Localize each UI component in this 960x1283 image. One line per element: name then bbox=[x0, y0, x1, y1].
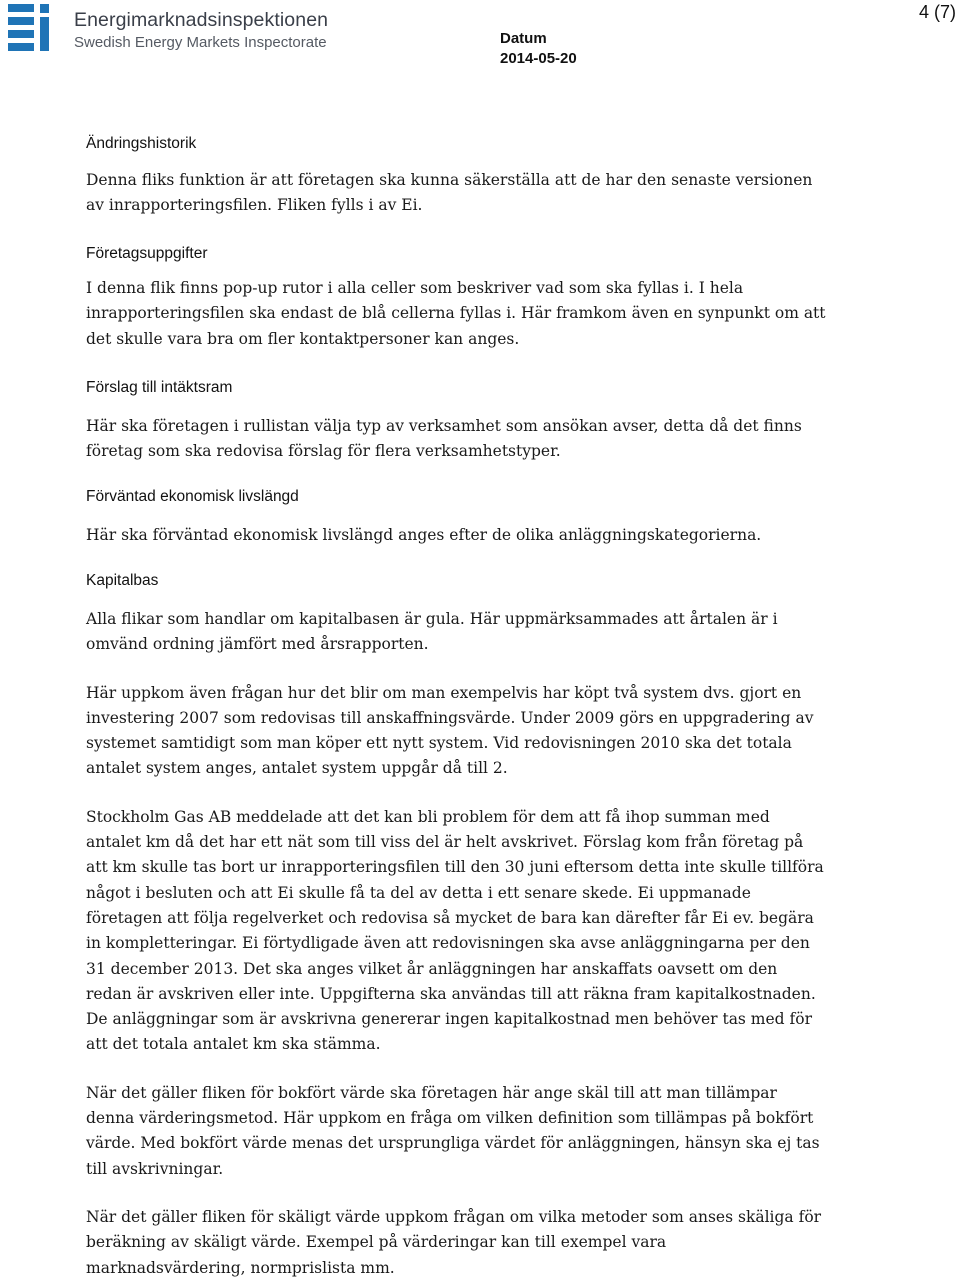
page-number: 4 (7) bbox=[918, 2, 956, 22]
section-paragraph: Denna fliks funktion är att företagen ska kunna säkerställa att de har den senaste versionen av inrapporteringsfilen. Fliken fylls i av Ei. bbox=[86, 171, 813, 215]
date-value: 2014-05-20 bbox=[500, 50, 577, 67]
section-paragraph: Stockholm Gas AB meddelade att det kan bli problem för dem att få ihop summan med antalet km då det har ett nät som till viss del är helt avskrivet. Förslag kom från företag på att km skulle tas bort ur inrapporteringsfilen till den 30 juni eftersom detta inte skulle tillföra något i besluten och att Ei skulle få ta del av detta i ett senare skede. Ei uppmanade företagen att följa regelverket och redovisa så mycket de bara kan därefter får Ei ev. begära in kompletteringar. Ei förtydligade även att redovisningen ska avse anläggningarna per den 31 december 2013. Det ska anges vilket år anläggningen har anskaffats oavsett om den redan är avskriven eller inte. Uppgifterna ska användas till att räkna fram kapitalkostnaden. De anläggningar som är avskrivna genererar ingen kapitalkostnad men behöver tas med för att det totala antalet km ska stämma. bbox=[86, 807, 824, 1054]
date-label: Datum bbox=[500, 30, 547, 47]
logo bbox=[6, 2, 336, 54]
section-foretagsuppgifter bbox=[86, 240, 826, 352]
section-paragraph: När det gäller fliken för bokfört värde ska företagen här ange skäl till att man tillämpar denna värderingsmetod. Här uppkom en fråga om vilken definition som tillämpas på bokfört värde. Med bokfört värde menas det ursprungliga värdet för anläggningen, hänsyn ska ej tas till avskrivningar. bbox=[86, 1083, 820, 1178]
section-forslag-intaktsram bbox=[86, 374, 826, 465]
section-forvantad-livslangd bbox=[86, 483, 826, 548]
section-paragraph: Alla flikar som handlar om kapitalbasen är gula. Här uppmärksammades att årtalen är i omvänd ordning jämfört med årsrapporten. bbox=[86, 610, 778, 654]
logo-name: Energimarknadsinspektionen bbox=[74, 9, 329, 31]
section-paragraph: Här ska företagen i rullistan välja typ av verksamhet som ansökan avser, detta då det finns företag som ska redovisa förslag för flera verksamhetstyper. bbox=[86, 417, 802, 461]
section-heading: Ändringshistorik bbox=[86, 135, 197, 152]
section-heading: Förväntad ekonomisk livslängd bbox=[86, 488, 299, 505]
section-kapitalbas bbox=[86, 567, 826, 1281]
section-andringshistorik bbox=[86, 130, 826, 219]
section-paragraph: Här uppkom även frågan hur det blir om man exempelvis har köpt två system dvs. gjort en investering 2007 som redovisas till anskaffningsvärde. Under 2009 görs en uppgradering av systemet samtidigt som man köper ett nytt system. Vid redovisningen 2010 ska det totala antalet system anges, antalet system uppgår då till 2. bbox=[86, 683, 814, 778]
section-paragraph: I denna flik finns pop-up rutor i alla celler som beskriver vad som ska fyllas i. I hela inrapporteringsfilen ska endast de blå cellerna fyllas i. Här framkom även en synpunkt om att det skulle vara bra om fler kontaktpersoner kan anges. bbox=[86, 279, 826, 348]
section-paragraph: Här ska förväntad ekonomisk livslängd anges efter de olika anläggningskategorierna. bbox=[86, 526, 762, 544]
section-heading: Förslag till intäktsram bbox=[86, 379, 233, 396]
section-heading: Kapitalbas bbox=[86, 572, 159, 589]
logo-subtitle: Swedish Energy Markets Inspectorate bbox=[74, 34, 327, 51]
section-paragraph: När det gäller fliken för skäligt värde uppkom frågan om vilka metoder som anses skäliga för beräkning av skäligt värde. Exempel på värderingar kan till exempel vara marknadsvärdering, normprislista mm. bbox=[86, 1207, 822, 1277]
section-heading: Företagsuppgifter bbox=[86, 245, 208, 262]
ei-logo-icon bbox=[6, 2, 64, 52]
